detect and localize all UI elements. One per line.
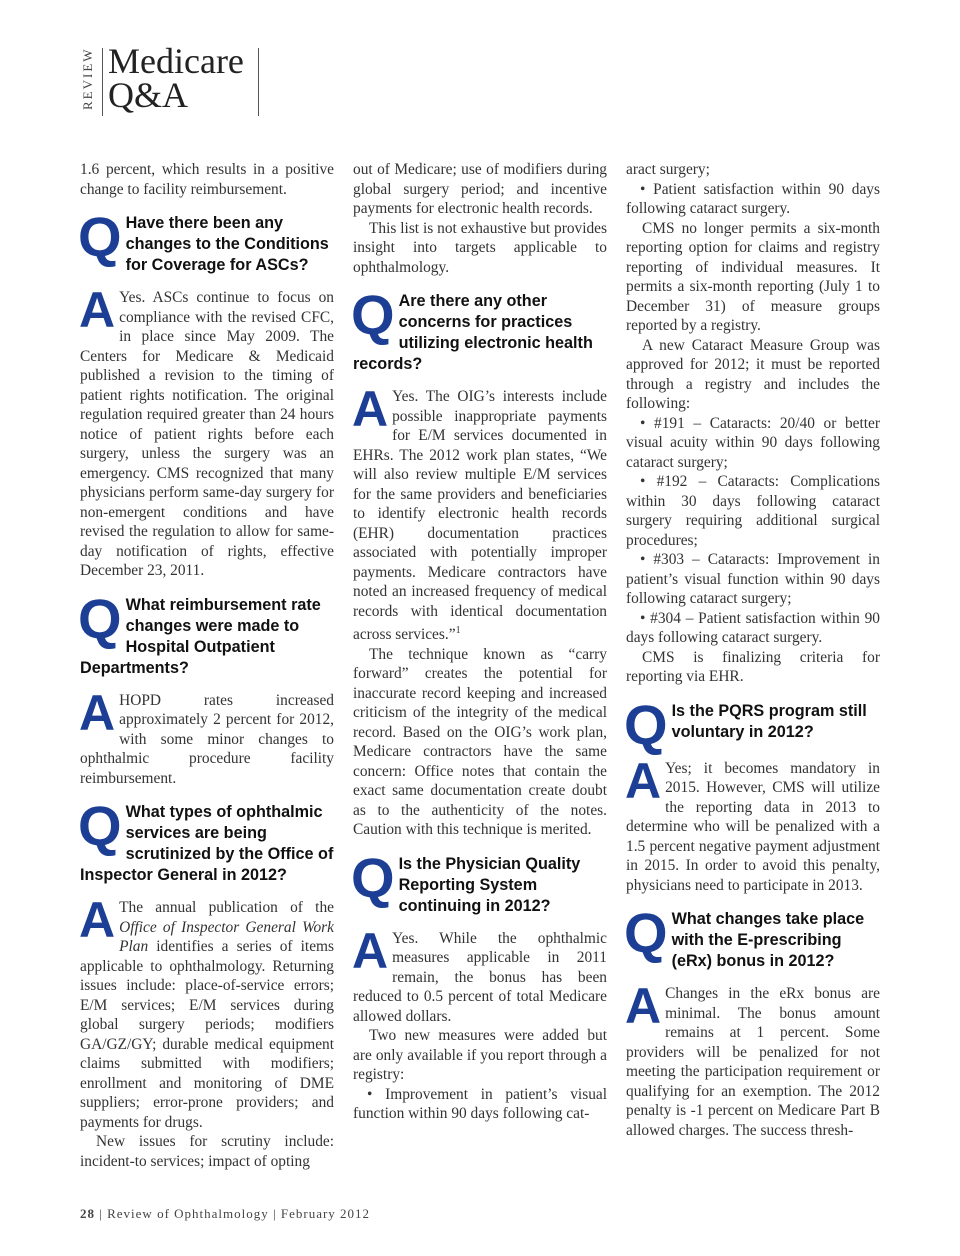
answer-text: Yes. ASCs continue to focus on compliance with the revised CFC, in place since May 2009. The Centers for Medicare & Medicaid published a revision to the timing of patient rights notification. The original regulation required greater than 24 hours notice of patient rights before each surgery, unless the surgery was an emergency. CMS recognized that many physicians perform same-day surgery for non-emergent conditions and have revised the regulation to allow for same-day notification of rights, effective December 23, 2011. xyxy=(80,289,334,579)
column-1 xyxy=(80,160,334,1171)
answer-block xyxy=(352,922,607,1027)
paragraph-cataract-group: A new Cataract Measure Group was approved for 2012; it must be reported through a registry and includes the following: xyxy=(626,336,880,412)
answer-lead: The annual publication of the xyxy=(119,899,334,916)
question-text: Is the Physician Quality Reporting System continuing in 2012? xyxy=(398,854,581,915)
question-block xyxy=(78,586,334,679)
question-letter: Q xyxy=(351,283,395,346)
paragraph-new-issues: New issues for scrutiny include: incident-to services; impact of opting xyxy=(80,1133,334,1170)
footer-separator: | xyxy=(99,1206,103,1221)
answer-block xyxy=(79,282,334,581)
page-title-line1: Medicare xyxy=(108,41,244,81)
answer-letter: A xyxy=(625,752,662,809)
section-tag: REVIEW xyxy=(80,47,95,111)
question-letter: Q xyxy=(78,586,122,650)
answer-rest: identifies a series of items applicable to ophthalmology. Returning issues include: place-of-service errors; E/M services; E/M services during global surgery periods; modifiers GA/GZ/GY; durable medical equipment claims submitted with modifiers; enrollment and monitoring of DME suppliers; error-prone providers; and payments for drugs. xyxy=(80,938,334,1131)
question-letter: Q xyxy=(624,901,668,964)
column-3 xyxy=(626,160,880,1140)
question-text: Have there been any changes to the Conditions for Coverage for ASCs? xyxy=(125,214,329,274)
paragraph-finalizing: CMS is finalizing criteria for reporting via EHR. xyxy=(626,648,880,685)
answer-block xyxy=(79,892,334,1132)
bullet-item: • Improvement in patient’s visual function within 90 days following cat- xyxy=(353,1085,607,1123)
issue-date: February 2012 xyxy=(280,1206,371,1221)
answer-letter: A xyxy=(352,922,389,979)
answer-letter: A xyxy=(79,684,116,741)
answer-block xyxy=(625,752,880,896)
measure-303: • #303 – Cataracts: Improvement in patient’s visual function within 90 days following cataract surgery; xyxy=(626,551,880,607)
answer-block xyxy=(79,684,334,789)
answer-block xyxy=(352,381,607,645)
answer-letter: A xyxy=(352,381,389,437)
question-block xyxy=(351,283,607,375)
paragraph-two-new-measures: Two new measures were added but are only available if you report through a registry: xyxy=(353,1027,607,1084)
page-number: 28 xyxy=(80,1206,95,1221)
measure-192: • #192 – Cataracts: Complications within 30 days following cataract surgery requiring additional surgical procedures; xyxy=(626,473,880,549)
paragraph-intro: 1.6 percent, which results in a positive change to facility reimbursement. xyxy=(80,161,334,198)
measure-191: • #191 – Cataracts: 20/40 or better visual acuity within 90 days following cataract surgery; xyxy=(626,414,880,471)
question-block xyxy=(351,845,607,917)
answer-text: Yes; it becomes mandatory in 2015. However, CMS will utilize the reporting data in 2013 to determine who will be penalized with a 1.5 percent negative payment adjustment in 2015. In order to avoid this penalty, physicians need to participate in 2013. xyxy=(626,759,880,894)
answer-block xyxy=(625,978,880,1140)
question-block xyxy=(78,205,334,276)
question-letter: Q xyxy=(351,845,395,909)
paragraph-technique: The technique known as “carry forward” creates the potential for inaccurate record keeping and increased criticism of the integrity of the medical record. Based on the OIG’s work plan, Medicare contractors have the same concern: Office notes that contain the exact same documentation create doubt as to the authenticity of the notes. Caution with this technique is merited. xyxy=(353,645,607,839)
question-block xyxy=(624,901,880,972)
work-plan-title: Office of Inspector General Work Plan xyxy=(119,918,334,955)
answer-letter: A xyxy=(625,978,662,1034)
question-text: Are there any other concerns for practices utilizing electronic health records? xyxy=(353,292,593,373)
paragraph-list-note: This list is not exhaustive but provides insight into targets applicable to ophthalmology. xyxy=(353,219,607,276)
paragraph-continued: aract surgery; xyxy=(626,161,710,178)
question-letter: Q xyxy=(78,205,122,268)
footer-separator: | xyxy=(273,1206,277,1221)
question-block xyxy=(624,692,880,756)
page-title-line2: Q&A xyxy=(108,75,188,115)
paragraph-cms-reporting: CMS no longer permits a six-month reporting option for claims and registry reporting of individual measures. It permits a six-month reporting (July 1 to December 31) of measure groups reported by a registry. xyxy=(626,219,880,334)
answer-letter: A xyxy=(79,282,116,338)
question-block xyxy=(78,794,334,886)
question-text: Is the PQRS program still voluntary in 2012? xyxy=(671,701,867,741)
answer-text: Yes. While the ophthalmic measures applicable in 2011 remain, the bonus has been reduced to 0.5 percent of total Medicare allowed dollars. xyxy=(353,929,607,1025)
question-text: What changes take place with the E-prescribing (eRx) bonus in 2012? xyxy=(671,910,865,970)
page-footer xyxy=(80,1206,370,1222)
bullet-item: • Patient satisfaction within 90 days following cataract surgery. xyxy=(626,180,880,217)
page-header xyxy=(80,41,270,118)
publication-name: Review of Ophthalmology xyxy=(107,1206,269,1221)
answer-text: HOPD rates increased approximately 2 percent for 2012, with some minor changes to ophthalmic procedure facility reimbursement. xyxy=(80,691,334,787)
answer-text: Changes in the eRx bonus are minimal. The bonus amount remains at 1 percent. Some providers will be penalized for not meeting the participation requirement or qualifying for an exemption. The 2012 penalty is -1 percent on Medicare Part B allowed charges. The success thresh- xyxy=(626,985,880,1139)
paragraph-continued: out of Medicare; use of modifiers during global surgery period; and incentive payments for electronic health records. xyxy=(353,161,607,217)
header-divider-left xyxy=(102,48,103,116)
question-letter: Q xyxy=(624,692,668,756)
page-title xyxy=(108,41,244,115)
answer-text xyxy=(79,892,334,1132)
header-divider-right xyxy=(258,48,259,116)
answer-body: Yes. The OIG’s interests include possible inappropriate payments for E/M services documented in EHRs. The 2012 work plan states, “We will also review multiple E/M services for the same providers and beneficiaries to identify electronic health records (EHR) documentation practices associated with potentially improper payments. Medicare contractors have noted an increased frequency of medical records with identical documentation across services.” xyxy=(353,388,607,644)
measure-304: • #304 – Patient satisfaction within 90 days following cataract surgery. xyxy=(626,609,880,646)
question-letter: Q xyxy=(78,794,122,857)
footnote-marker: 1 xyxy=(455,625,461,636)
answer-text xyxy=(352,381,607,645)
question-text: What reimbursement rate changes were made to Hospital Outpatient Departments? xyxy=(80,595,321,677)
question-text: What types of ophthalmic services are being scrutinized by the Office of Inspector General in 2012? xyxy=(80,803,334,884)
column-2 xyxy=(353,160,607,1124)
answer-letter: A xyxy=(79,892,116,948)
